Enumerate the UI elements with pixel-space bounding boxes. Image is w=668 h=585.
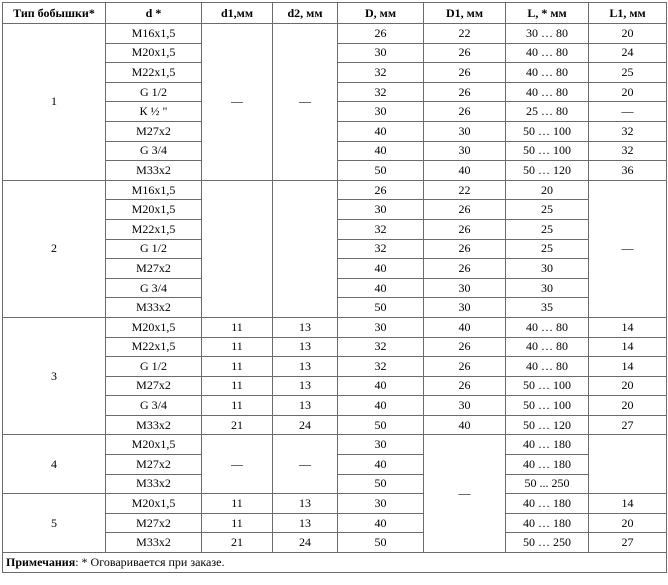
d2-cell: 13 xyxy=(273,317,338,337)
d1-cell: 11 xyxy=(202,317,273,337)
D-cell: 50 xyxy=(338,161,424,181)
D-cell: 50 xyxy=(338,474,424,494)
D1-cell: 30 xyxy=(424,121,506,141)
note-row xyxy=(3,553,667,573)
type-cell: 3 xyxy=(3,317,106,435)
D1-cell: 26 xyxy=(424,102,506,122)
L-cell: 30 … 80 xyxy=(506,24,589,44)
D-cell: 40 xyxy=(338,121,424,141)
type-cell: 2 xyxy=(3,180,106,317)
L1-cell: 20 xyxy=(589,82,667,102)
D1-cell: 26 xyxy=(424,376,506,396)
d2-cell: 13 xyxy=(273,513,338,533)
L-cell: 25 … 80 xyxy=(506,102,589,122)
D-cell: 30 xyxy=(338,435,424,455)
D1-cell: 40 xyxy=(424,317,506,337)
D1-cell: 30 xyxy=(424,298,506,318)
D-cell: 32 xyxy=(338,82,424,102)
d2-cell: 24 xyxy=(273,533,338,553)
d-cell: M22x1,5 xyxy=(106,337,202,357)
D1-cell: 40 xyxy=(424,161,506,181)
D1-cell: 22 xyxy=(424,24,506,44)
L1-cell: 27 xyxy=(589,533,667,553)
d1-cell: 11 xyxy=(202,376,273,396)
d-cell: M16x1,5 xyxy=(106,24,202,44)
L-cell: 50 … 100 xyxy=(506,121,589,141)
D-cell: 32 xyxy=(338,337,424,357)
D1-cell: 26 xyxy=(424,337,506,357)
d-cell: M27x2 xyxy=(106,513,202,533)
D1-cell: — xyxy=(424,435,506,553)
L-cell: 30 xyxy=(506,259,589,279)
d-cell: M27x2 xyxy=(106,455,202,475)
header-type: Тип бобышки* xyxy=(3,3,106,24)
d1-cell: 11 xyxy=(202,396,273,416)
L-cell: 40 … 180 xyxy=(506,513,589,533)
d1-cell: — xyxy=(202,24,273,181)
D-cell: 50 xyxy=(338,533,424,553)
d-cell: M27x2 xyxy=(106,376,202,396)
L1-cell: 14 xyxy=(589,337,667,357)
d-cell: M20x1,5 xyxy=(106,494,202,514)
L1-cell: 20 xyxy=(589,24,667,44)
D-cell: 30 xyxy=(338,494,424,514)
d2-cell: 13 xyxy=(273,337,338,357)
d2-cell: 13 xyxy=(273,396,338,416)
D-cell: 40 xyxy=(338,278,424,298)
d1-cell xyxy=(202,180,273,317)
d1-cell: 11 xyxy=(202,337,273,357)
L-cell: 25 xyxy=(506,239,589,259)
D-cell: 40 xyxy=(338,376,424,396)
D-cell: 30 xyxy=(338,317,424,337)
D1-cell: 26 xyxy=(424,43,506,63)
d-cell: M27x2 xyxy=(106,121,202,141)
D-cell: 50 xyxy=(338,415,424,435)
D-cell: 30 xyxy=(338,200,424,220)
D-cell: 32 xyxy=(338,219,424,239)
D-cell: 26 xyxy=(338,24,424,44)
header-d: d * xyxy=(106,3,202,24)
D1-cell: 26 xyxy=(424,357,506,377)
L-cell: 40 … 180 xyxy=(506,455,589,475)
d2-cell: 13 xyxy=(273,357,338,377)
L-cell: 25 xyxy=(506,219,589,239)
L-cell: 40 … 80 xyxy=(506,337,589,357)
L-cell: 50 … 100 xyxy=(506,376,589,396)
d-cell: M20x1,5 xyxy=(106,43,202,63)
D-cell: 40 xyxy=(338,396,424,416)
L-cell: 50 … 100 xyxy=(506,396,589,416)
d-cell: G 3/4 xyxy=(106,278,202,298)
L-cell: 50 … 250 xyxy=(506,533,589,553)
D1-cell: 30 xyxy=(424,278,506,298)
L1-cell: 20 xyxy=(589,396,667,416)
header-D1: D1, мм xyxy=(424,3,506,24)
L1-cell: 14 xyxy=(589,357,667,377)
d-cell: M20x1,5 xyxy=(106,200,202,220)
L-cell: 35 xyxy=(506,298,589,318)
d-cell: M20x1,5 xyxy=(106,435,202,455)
d2-cell: — xyxy=(273,24,338,181)
L-cell: 50 … 100 xyxy=(506,141,589,161)
d2-cell: — xyxy=(273,435,338,494)
L1-cell: — xyxy=(589,180,667,317)
table-row xyxy=(3,317,667,337)
D1-cell: 26 xyxy=(424,219,506,239)
L1-cell: 20 xyxy=(589,376,667,396)
D-cell: 26 xyxy=(338,180,424,200)
D1-cell: 26 xyxy=(424,259,506,279)
L1-cell: 14 xyxy=(589,494,667,514)
boss-dimensions-table xyxy=(2,2,667,573)
D1-cell: 40 xyxy=(424,415,506,435)
D-cell: 40 xyxy=(338,455,424,475)
L1-cell: 27 xyxy=(589,415,667,435)
L1-cell: 14 xyxy=(589,317,667,337)
header-d2: d2, мм xyxy=(273,3,338,24)
d-cell: M33x2 xyxy=(106,161,202,181)
d-cell: G 1/2 xyxy=(106,239,202,259)
note-label: Примечания xyxy=(6,555,76,570)
header-D: D, мм xyxy=(338,3,424,24)
D-cell: 50 xyxy=(338,298,424,318)
L-cell: 40 … 80 xyxy=(506,82,589,102)
D1-cell: 22 xyxy=(424,180,506,200)
D-cell: 32 xyxy=(338,239,424,259)
header-L: L, * мм xyxy=(506,3,589,24)
D-cell: 40 xyxy=(338,141,424,161)
d1-cell: 21 xyxy=(202,415,273,435)
d2-cell xyxy=(273,180,338,317)
d-cell: M33x2 xyxy=(106,415,202,435)
d-cell: M33x2 xyxy=(106,474,202,494)
d2-cell: 13 xyxy=(273,376,338,396)
D-cell: 30 xyxy=(338,102,424,122)
D-cell: 40 xyxy=(338,259,424,279)
d1-cell: 21 xyxy=(202,533,273,553)
d-cell: M22x1,5 xyxy=(106,63,202,83)
note-text: : * Оговаривается при заказе. xyxy=(75,555,225,570)
note-cell xyxy=(3,553,667,573)
D1-cell: 26 xyxy=(424,63,506,83)
L-cell: 40 … 180 xyxy=(506,435,589,455)
L1-cell: 24 xyxy=(589,43,667,63)
table-row xyxy=(3,435,667,455)
d1-cell: 11 xyxy=(202,494,273,514)
D-cell: 40 xyxy=(338,513,424,533)
table-row xyxy=(3,24,667,44)
d-cell: G 3/4 xyxy=(106,396,202,416)
type-cell: 1 xyxy=(3,24,106,181)
L1-cell: 20 xyxy=(589,513,667,533)
L-cell: 40 … 80 xyxy=(506,357,589,377)
L-cell: 40 … 180 xyxy=(506,494,589,514)
d1-cell: 11 xyxy=(202,513,273,533)
D1-cell: 26 xyxy=(424,200,506,220)
L-cell: 50 … 120 xyxy=(506,415,589,435)
L-cell: 40 … 80 xyxy=(506,43,589,63)
d-cell: G 3/4 xyxy=(106,141,202,161)
D1-cell: 30 xyxy=(424,396,506,416)
d-cell: M22x1,5 xyxy=(106,219,202,239)
D1-cell: 26 xyxy=(424,82,506,102)
L-cell: 40 … 80 xyxy=(506,317,589,337)
d2-cell: 13 xyxy=(273,494,338,514)
header-d1: d1,мм xyxy=(202,3,273,24)
D1-cell: 26 xyxy=(424,239,506,259)
L1-cell: 36 xyxy=(589,161,667,181)
d1-cell: 11 xyxy=(202,357,273,377)
type-cell: 5 xyxy=(3,494,106,553)
table-row xyxy=(3,180,667,200)
d-cell: M16x1,5 xyxy=(106,180,202,200)
d1-cell: — xyxy=(202,435,273,494)
L1-cell: 25 xyxy=(589,63,667,83)
d2-cell: 24 xyxy=(273,415,338,435)
type-cell: 4 xyxy=(3,435,106,494)
d-cell: G 1/2 xyxy=(106,357,202,377)
L1-cell xyxy=(589,435,667,494)
L-cell: 20 xyxy=(506,180,589,200)
d-cell: M27x2 xyxy=(106,259,202,279)
header-row xyxy=(3,3,667,24)
D1-cell: 30 xyxy=(424,141,506,161)
L1-cell: — xyxy=(589,102,667,122)
L-cell: 50 ... 250 xyxy=(506,474,589,494)
d-cell: К ½ " xyxy=(106,102,202,122)
L-cell: 25 xyxy=(506,200,589,220)
D-cell: 32 xyxy=(338,63,424,83)
d-cell: M33x2 xyxy=(106,533,202,553)
d-cell: M33x2 xyxy=(106,298,202,318)
L1-cell: 32 xyxy=(589,141,667,161)
L-cell: 40 … 80 xyxy=(506,63,589,83)
L-cell: 30 xyxy=(506,278,589,298)
D-cell: 32 xyxy=(338,357,424,377)
header-L1: L1, мм xyxy=(589,3,667,24)
table-row xyxy=(3,494,667,514)
d-cell: G 1/2 xyxy=(106,82,202,102)
L-cell: 50 … 120 xyxy=(506,161,589,181)
L1-cell: 32 xyxy=(589,121,667,141)
d-cell: M20x1,5 xyxy=(106,317,202,337)
D-cell: 30 xyxy=(338,43,424,63)
